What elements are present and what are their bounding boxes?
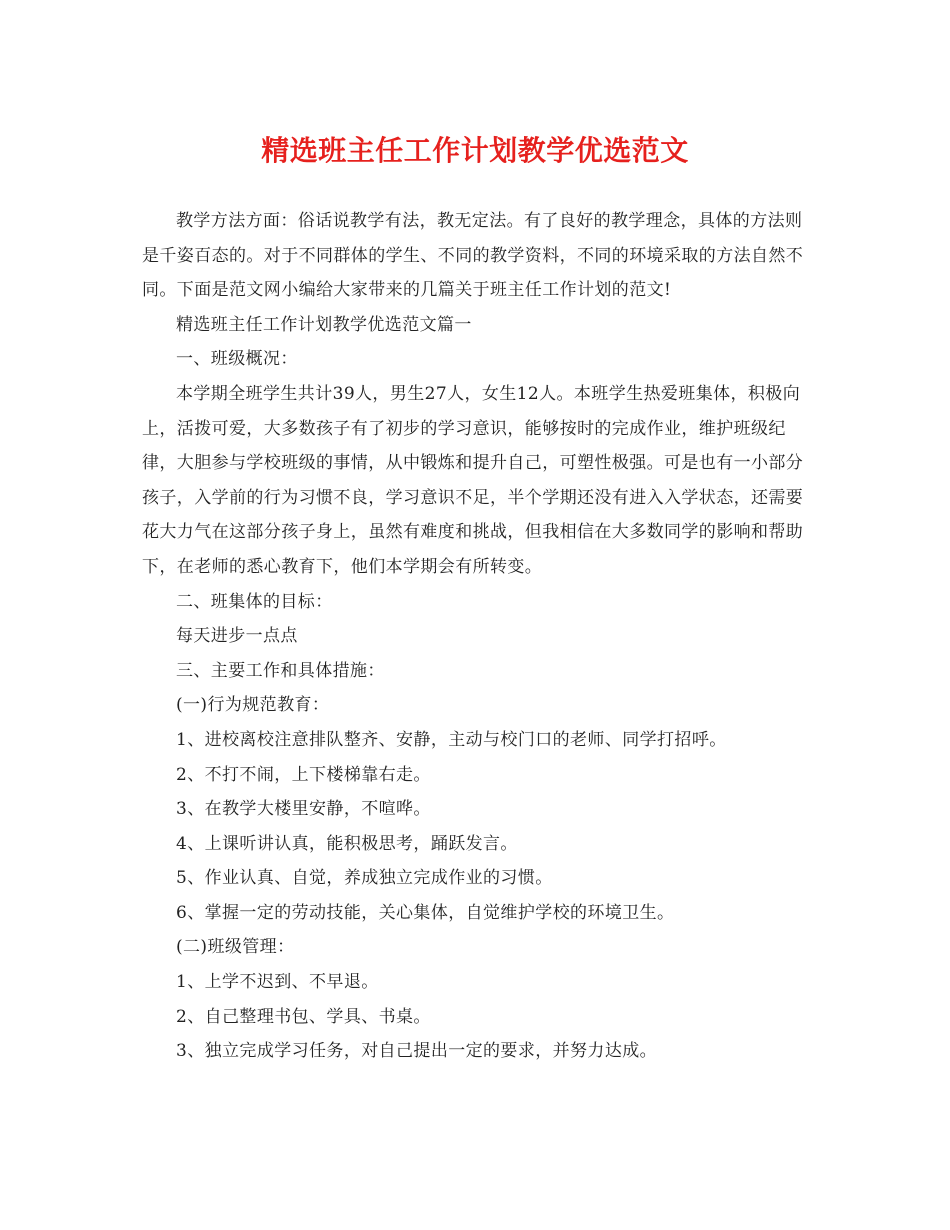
list-item: 4、上课听讲认真，能积极思考，踊跃发言。 [176, 833, 518, 854]
document-body [142, 204, 810, 1069]
list-item: 2、自己整理书包、学具、书桌。 [176, 1006, 431, 1027]
section-heading-class-overview: 一、班级概况： [176, 349, 298, 370]
class-overview-paragraph: 本学期全班学生共计39人，男生27人，女生12人。本班学生热爱班集体，积极向上，活拨可爱，大多数孩子有了初步的学习意识，能够按时的完成作业，维护班级纪律，大胆参与学校班级的事情，从中锻炼和提升自己，可塑性极强。可是也有一小部分孩子，入学前的行为习惯不良，学习意识不足，半个学期还没有进入入学状态，还需要花大力气在这部分孩子身上，虽然有难度和挑战，但我相信在大多数同学的影响和帮助下，在老师的悉心教育下，他们本学期会有所转变。 [142, 383, 804, 577]
section-heading-main-work: 三、主要工作和具体措施： [176, 660, 385, 681]
list-item: 1、上学不迟到、不早退。 [176, 972, 379, 993]
document-title: 精选班主任工作计划教学优选范文 [261, 134, 689, 167]
section-heading-class-goal: 二、班集体的目标： [176, 591, 333, 612]
intro-paragraph: 教学方法方面：俗话说教学有法，教无定法。有了良好的教学理念，具体的方法则是千姿百态的。对于不同群体的学生、不同的教学资料，不同的环境采取的方法自然不同。下面是范文网小编给大家带来的几篇关于班主任工作计划的范文! [142, 211, 804, 301]
list-item: 5、作业认真、自觉，养成独立完成作业的习惯。 [176, 868, 553, 889]
list-item: 1、进校离校注意排队整齐、安静，主动与校门口的老师、同学打招呼。 [176, 729, 727, 750]
list-item: 6、掌握一定的劳动技能，关心集体，自觉维护学校的环境卫生。 [176, 902, 675, 923]
article-heading: 精选班主任工作计划教学优选范文篇一 [176, 314, 472, 335]
list-item: 3、在教学大楼里安静，不喧哗。 [176, 799, 431, 820]
subsection-heading-class-management: (二)班级管理： [176, 937, 295, 958]
list-item: 3、独立完成学习任务，对自己提出一定的要求，并努力达成。 [176, 1041, 658, 1062]
list-item: 2、不打不闹，上下楼梯靠右走。 [176, 764, 431, 785]
class-goal-text: 每天进步一点点 [176, 626, 298, 647]
subsection-heading-behavior: (一)行为规范教育： [176, 695, 330, 716]
